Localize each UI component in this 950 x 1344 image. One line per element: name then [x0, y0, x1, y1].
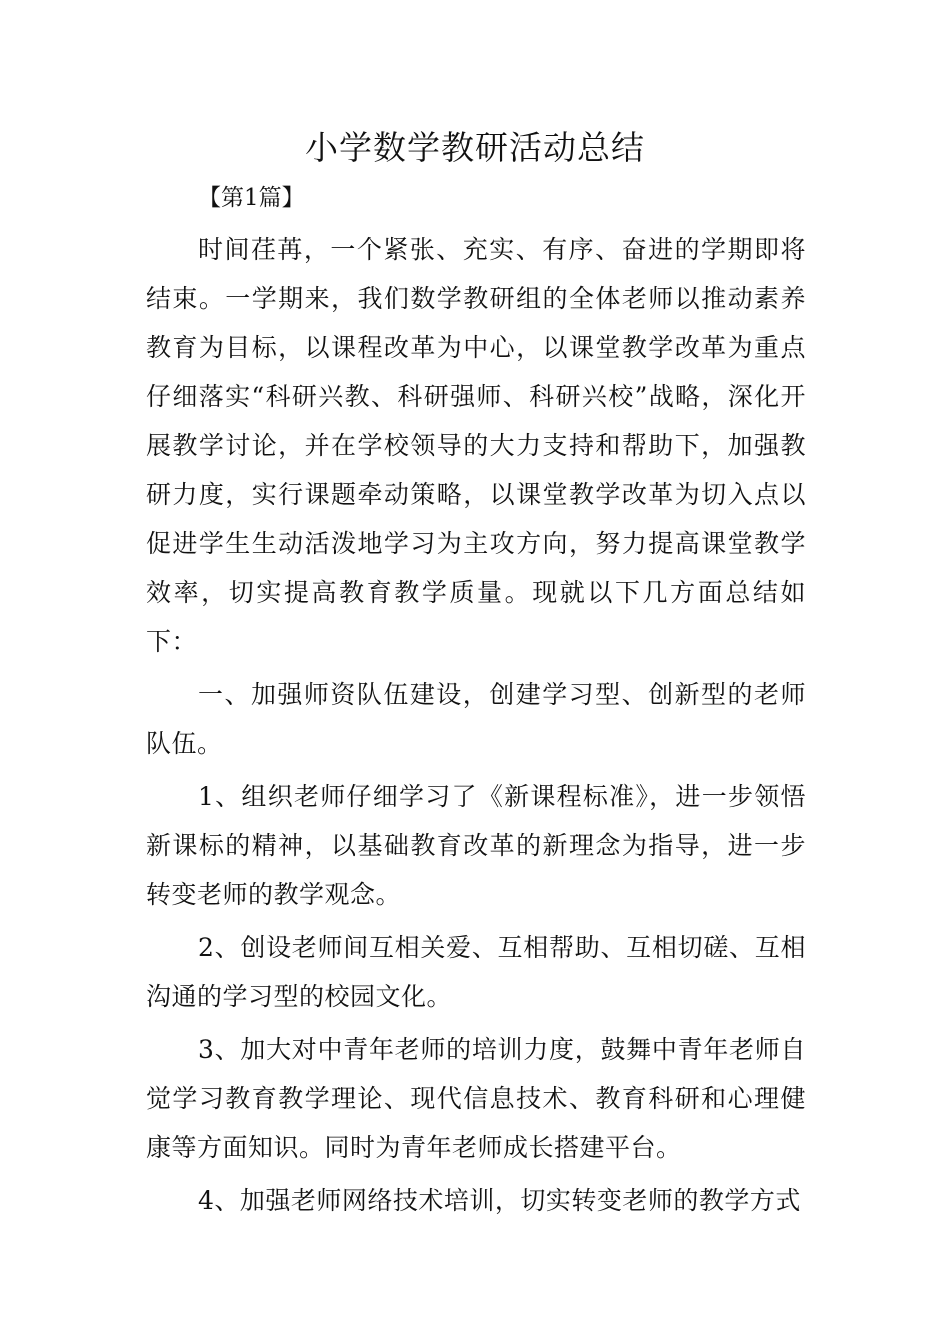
part-label: 【第1篇】	[198, 185, 305, 211]
paragraph-item-1: 1、组织老师仔细学习了《新课程标准》，进一步领悟新课标的精神，以基础教育改革的新理念为指导，进一步转变老师的教学观念。	[146, 782, 806, 909]
paragraph-section-1-heading: 一、加强师资队伍建设，创建学习型、创新型的老师队伍。	[146, 680, 806, 758]
paragraph-item-3: 3、加大对中青年老师的培训力度，鼓舞中青年老师自觉学习教育教学理论、现代信息技术、教育科研和心理健康等方面知识。同时为青年老师成长搭建平台。	[146, 1035, 806, 1162]
document-body	[146, 225, 806, 1229]
paragraph-item-2: 2、创设老师间互相关爱、互相帮助、互相切磋、互相沟通的学习型的校园文化。	[146, 933, 806, 1011]
paragraph-item-4: 4、加强老师网络技术培训，切实转变老师的教学方式	[198, 1186, 801, 1215]
document-title: 小学数学教研活动总结	[305, 128, 645, 167]
paragraph-intro: 时间荏苒，一个紧张、充实、有序、奋进的学期即将结束。一学期来，我们数学教研组的全体老师以推动素养教育为目标，以课程改革为中心，以课堂教学改革为重点仔细落实“科研兴教、科研强师、科研兴校”战略，深化开展教学讨论，并在学校领导的大力支持和帮助下，加强教研力度，实行课题牵动策略，以课堂教学改革为切入点以促进学生生动活泼地学习为主攻方向，努力提高课堂教学效率，切实提高教育教学质量。现就以下几方面总结如下：	[146, 235, 806, 656]
